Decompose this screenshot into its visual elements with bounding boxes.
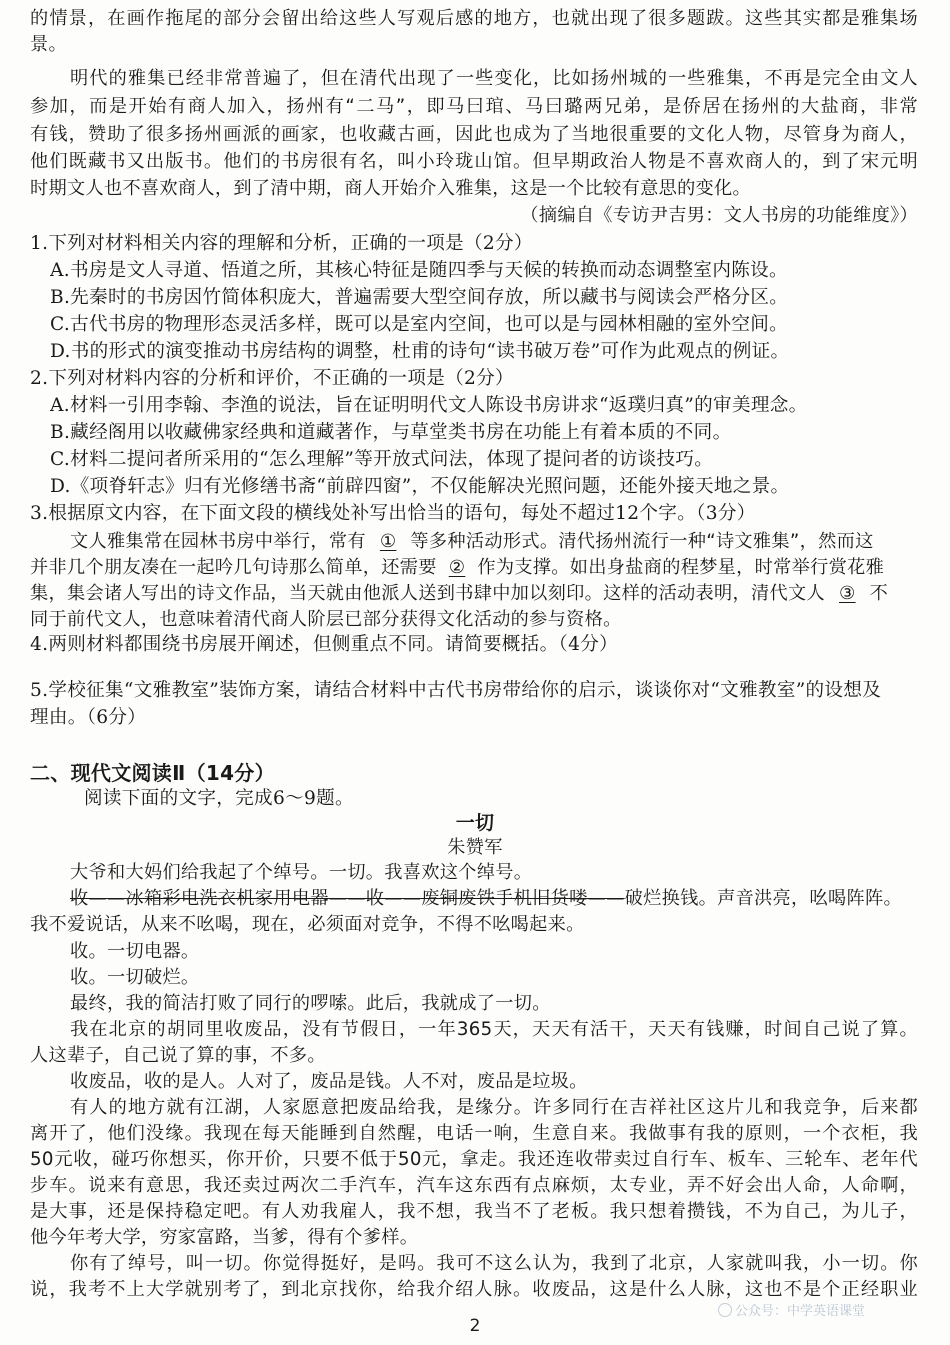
question-1-option-b: B.先秦时的书房因竹简体积庞大，普遍需要大型空间存放，所以藏书与阅读会严格分区。 (50, 287, 789, 308)
story-paragraph: 你有了绰号，叫一切。你觉得挺好，是吗。我可不这么认为，我到了北京，人家就叫我，小一切。你 (70, 1253, 918, 1274)
question-3-text: 文人雅集常在园林书房中举行，常有 (70, 531, 366, 552)
wechat-icon (718, 1303, 732, 1317)
material-line: 的情景，在画作拖尾的部分会留出给这些人写观后感的地方，也就出现了很多题跋。这些其实都是雅集场 (30, 8, 918, 29)
page-number: 2 (469, 1316, 481, 1336)
source-note: （摘编自《专访尹吉男：文人书房的功能维度》） (520, 205, 918, 226)
story-paragraph: 离开了，他们没缘。我现在每天能睡到自然醒，电话一响，生意自来。我做事有我的原则，一个衣柜，我 (30, 1123, 918, 1144)
story-paragraph: 是大事，还是保持稳定吧。有人劝我雇人，我不想，我当不了老板。我只想着攒钱，不为自己，为儿子， (30, 1201, 918, 1222)
paragraph-line: 明代的雅集已经非常普遍了，但在清代出现了一些变化，比如扬州城的一些雅集，不再是完全由文人 (70, 68, 918, 89)
story-paragraph: 他今年考大学，穷家富路，当爹，得有个爹样。 (30, 1227, 419, 1248)
story-paragraph: 我不爱说话，从来不吆喝，现在，必须面对竞争，不得不吆喝起来。 (30, 914, 585, 935)
question-3-text-line: 同于前代文人，也意味着清代商人阶层已部分获得文化活动的参与资格。 (30, 609, 622, 630)
section-instruction: 阅读下面的文字，完成6～9题。 (84, 788, 354, 809)
paragraph-line: 有钱，赞助了很多扬州画派的画家，也收藏古画，因此也成为了当地很重要的文化人物，尽管身为商人， (30, 124, 918, 145)
story-paragraph: 收。一切电器。 (70, 941, 200, 962)
struck-text: 收——冰箱彩电洗衣机家用电器——收——废铜废铁手机旧货喽—— (70, 888, 625, 909)
question-2-option-a: A.材料一引用李翰、李渔的说法，旨在证明明代文人陈设书房讲求“返璞归真”的审美理念。 (50, 395, 808, 416)
story-paragraph (70, 886, 902, 912)
question-2-option-d: D.《项脊轩志》归有光修缮书斋“前辟四窗”，不仅能解决光照问题，还能外接天地之景。 (50, 476, 790, 497)
material-line: 景。 (30, 34, 67, 55)
story-paragraph: 人这辈子，自己说了算的事，不多。 (30, 1045, 326, 1066)
story-paragraph: 步车。说来有意思，我还卖过两次二手汽车，汽车这东西有点麻烦，太专业，弄不好会出人命，人命啊， (30, 1175, 918, 1196)
story-paragraph: 收废品，收的是人。人对了，废品是钱。人不对，废品是垃圾。 (70, 1071, 588, 1092)
blank-1[interactable]: ① (379, 531, 397, 552)
story-paragraph: 我在北京的胡同里收废品，没有节假日，一年365天，天天有活干，天天有钱赚，时间自己说了算。 (70, 1019, 918, 1040)
story-paragraph: 大爷和大妈们给我起了个绰号。一切。我喜欢这个绰号。 (70, 862, 533, 883)
story-paragraph: 说，我考不上大学就别考了，到北京找你，给我介绍人脉。收废品，这是什么人脉，这也不是个正经职业 (30, 1279, 918, 1300)
blank-3[interactable]: ③ (838, 583, 856, 604)
story-paragraph: 有人的地方就有江湖，人家愿意把废品给我，是缘分。许多同行在吉祥社区这片儿和我竞争，后来都 (70, 1097, 918, 1118)
question-1-option-c: C.古代书房的物理形态灵活多样，既可以是室内空间，也可以是与园林相融的室外空间。 (50, 314, 789, 335)
watermark-text: 公众号：中学英语课堂 (735, 1304, 866, 1319)
story-paragraph: 收。一切破烂。 (70, 967, 200, 988)
question-1-option-a: A.书房是文人寻道、悟道之所，其核心特征是随四季与天候的转换而动态调整室内陈设。 (50, 260, 788, 281)
section-heading: 二、现代文阅读Ⅱ（14分） (30, 761, 275, 785)
question-1-option-d: D.书的形式的演变推动书房结构的调整，杜甫的诗句“读书破万卷”可作为此观点的例证。 (50, 341, 790, 362)
question-3-text: 集，集会诸人写出的诗文作品，当天就由他派人送到书肆中加以刻印。这样的活动表明，清代文人 (30, 583, 825, 604)
story-title: 一切 (455, 812, 495, 834)
paragraph-line: 他们既藏书又出版书。他们的书房很有名，叫小玲珑山馆。但早期政治人物是不喜欢商人的，到了宋元明 (30, 151, 918, 172)
question-3-text: 等多种活动形式。清代扬州流行一种“诗文雅集”，然而这 (410, 531, 874, 552)
question-4: 4.两则材料都围绕书房展开阐述，但侧重点不同。请简要概括。（4分） (30, 634, 618, 655)
story-paragraph: 50元收，碰巧你想买，你开价，只要不低于50元，拿走。我还连收带卖过自行车、板车、三轮车、老年代 (30, 1149, 918, 1170)
question-2-stem: 2.下列对材料内容的分析和评价，不正确的一项是（2分） (30, 368, 514, 389)
story-paragraph: 最终，我的简洁打败了同行的啰嗦。此后，我就成了一切。 (70, 993, 551, 1014)
question-2-option-c: C.材料二提问者所采用的“怎么理解”等开放式问法，体现了提问者的访谈技巧。 (50, 449, 714, 470)
question-3-text-line (30, 555, 884, 581)
question-2-option-b: B.藏经阁用以收藏佛家经典和道藏著作，与草堂类书房在功能上有着本质的不同。 (50, 422, 732, 443)
question-5-line: 理由。（6分） (30, 707, 147, 728)
paragraph-line: 参加，而是开始有商人加入，扬州有“二马”，即马曰琯、马曰璐两兄弟，是侨居在扬州的大盐商，非常 (30, 96, 918, 117)
question-5-line: 5.学校征集“文雅教室”装饰方案，请结合材料中古代书房带给你的启示，谈谈你对“文雅教室”的设想及 (30, 680, 882, 701)
question-3-text: 不 (869, 583, 889, 604)
story-text: 破烂换钱。声音洪亮，吆喝阵阵。 (624, 888, 902, 909)
story-author: 朱赞军 (447, 837, 503, 858)
paragraph-line: 时期文人也不喜欢商人，到了清中期，商人开始介入雅集，这是一个比较有意思的变化。 (30, 178, 752, 199)
blank-2[interactable]: ② (448, 557, 466, 578)
question-3-text: 作为支撑。如出身盐商的程梦星，时常举行赏花雅 (477, 557, 885, 578)
question-3-text-line (70, 529, 874, 555)
question-1-stem: 1.下列对材料相关内容的理解和分析，正确的一项是（2分） (30, 233, 533, 254)
question-3-text-line (30, 581, 888, 607)
question-3-text: 并非几个朋友凑在一起吟几句诗那么简单，还需要 (30, 557, 437, 578)
question-3-stem: 3.根据原文内容，在下面文段的横线处补写出恰当的语句，每处不超过12个字。（3分） (30, 503, 756, 524)
